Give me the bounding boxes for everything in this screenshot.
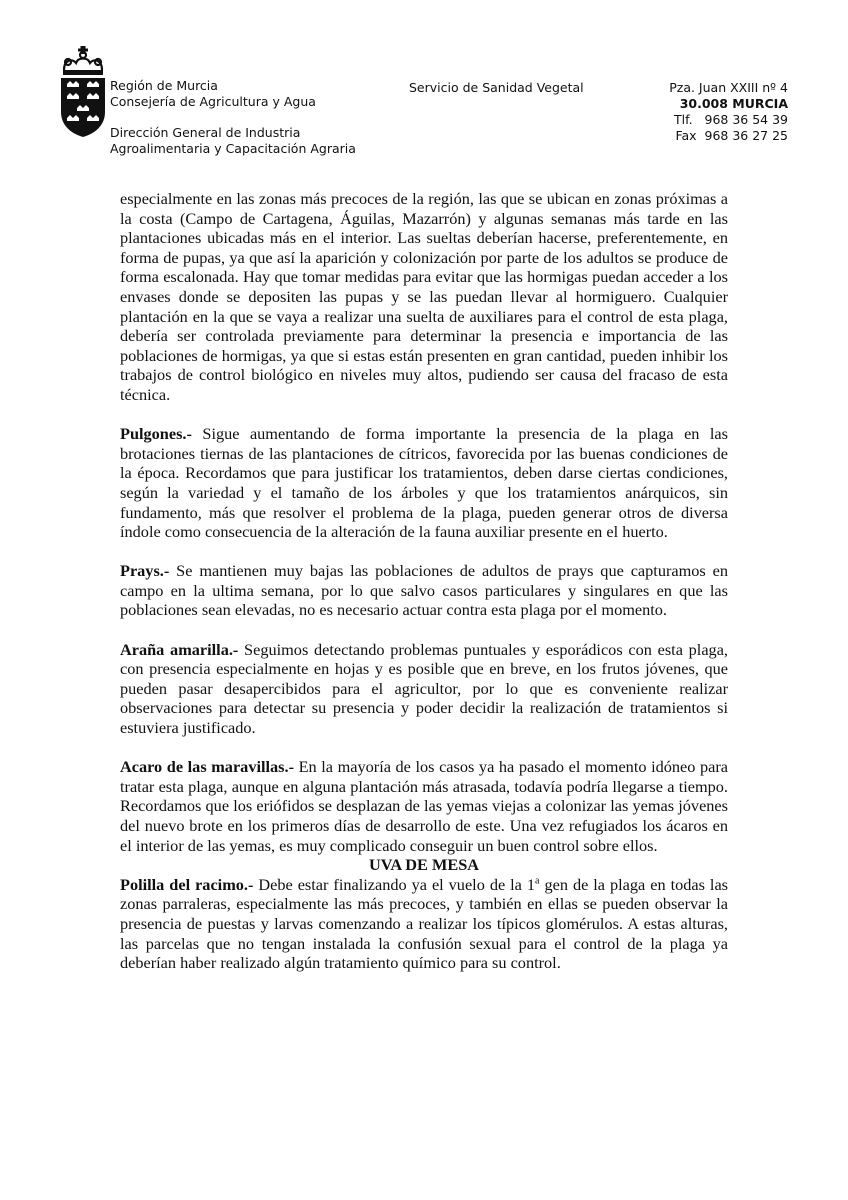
- org-ministry: Consejería de Agricultura y Agua: [110, 94, 316, 109]
- polilla-text-a: Debe estar finalizando ya el vuelo de la 1: [253, 874, 536, 894]
- dept-line-1: Dirección General de Industria: [110, 125, 301, 140]
- polilla-heading: Polilla del racimo.-: [120, 874, 254, 894]
- service-name: Servicio de Sanidad Vegetal: [409, 80, 584, 95]
- polilla-superscript: a: [535, 875, 540, 887]
- org-name-block: [110, 78, 316, 110]
- address-city: 30.008 MURCIA: [679, 96, 788, 111]
- pulgones-text: Sigue aumentando de forma importante la presencia de la plaga en las brotaciones tiernas de las plantaciones de cítricos, favorecida por las buenas condiciones de la época. Recordamos que para justificar los tratamientos, deben darse ciertas condiciones, según la variedad y el tamaño de los árboles y que los tratamientos anárquicos, sin fundamento, más que resolver el problema de la plaga, pueden generar otros de diversa índole como consecuencia de la alteración de la fauna auxiliar presente en el huerto.: [120, 424, 728, 542]
- fax-number: Fax 968 36 27 25: [675, 128, 788, 143]
- arana-heading: Araña amarilla.-: [120, 639, 239, 659]
- prays-text: Se mantienen muy bajas las poblaciones de adultos de prays que capturamos en campo en la ultima semana, por lo que salvo casos particulares y singulares en que las poblaciones sean elevadas, no es necesario actuar contra esta plaga por el momento.: [120, 561, 728, 620]
- org-region: Región de Murcia: [110, 78, 218, 93]
- uva-de-mesa-heading: UVA DE MESA: [368, 855, 480, 875]
- document-body: [120, 189, 728, 973]
- prays-heading: Prays.-: [120, 561, 170, 581]
- acaro-text: En la mayoría de los casos ya ha pasado el momento idóneo para tratar esta plaga, aunque en alguna plantación más atrasada, todavía podría llegarse a tiempo. Recordamos que los eriófidos se desplazan de las yemas viejas a colonizar las yemas jóvenes del nuevo brote en los primeros días de desarrollo de este. Una vez refugiados los ácaros en el interior de las yemas, es muy complicado conseguir un buen control sobre ellos.: [120, 757, 728, 855]
- acaro-paragraph: [120, 757, 728, 855]
- phone-number: Tlf. 968 36 54 39: [674, 112, 788, 127]
- region-crest-logo: [58, 46, 108, 138]
- polilla-paragraph: [120, 875, 728, 973]
- pulgones-paragraph: [120, 424, 728, 542]
- pulgones-heading: Pulgones.-: [120, 424, 192, 444]
- intro-paragraph: especialmente en las zonas más precoces de la región, las que se ubican en zonas próximas a la costa (Campo de Cartagena, Águilas, Mazarrón) y algunas semanas más tarde en las plantaciones ubicadas más en el interior. Las sueltas deberían hacerse, preferentemente, en forma de pupas, ya que así la aparición y colonización por parte de los adultos se produce de forma escalonada. Hay que tomar medidas para evitar que las hormigas puedan acceder a los envases donde se depositen las pupas y se las puedan llevar al hormiguero. Cualquier plantación en la que se vaya a realizar una suelta de auxiliares para el control de esta plaga, debería ser controlada previamente para determinar la presencia e importancia de las poblaciones de hormigas, ya que si estas están presenten en gran cantidad, pueden inhibir los trabajos de control biológico en niveles muy altos, pudiendo ser causa del fracaso de esta técnica.: [120, 189, 728, 404]
- prays-paragraph: [120, 561, 728, 620]
- dept-line-2: Agroalimentaria y Capacitación Agraria: [110, 141, 356, 156]
- acaro-heading: Acaro de las maravillas.-: [120, 757, 294, 777]
- address-block: [640, 80, 788, 144]
- address-street: Pza. Juan XXIII nº 4: [669, 80, 788, 95]
- arana-text: Seguimos detectando problemas puntuales y esporádicos con esta plaga, con presencia especialmente en hojas y es posible que en breve, en los frutos jóvenes, que pueden pasar desapercibidos para el agricultor, por lo que es conveniente realizar observaciones para detectar su presencia y poder decidir la realización de tratamientos si estuviera justificado.: [120, 639, 728, 738]
- arana-paragraph: [120, 640, 728, 738]
- dept-name-block: [110, 125, 356, 157]
- polilla-text-b: gen de la plaga en todas las zonas parraleras, especialmente las más precoces, y también en ellas se pueden observar la presencia de puestas y larvas comenzando a realizar los típicos glomérulos. A estas alturas, las parcelas que no tengan instalada la confusión sexual para el control de la plaga ya deberían haber realizado algún tratamiento químico para su control.: [120, 874, 729, 973]
